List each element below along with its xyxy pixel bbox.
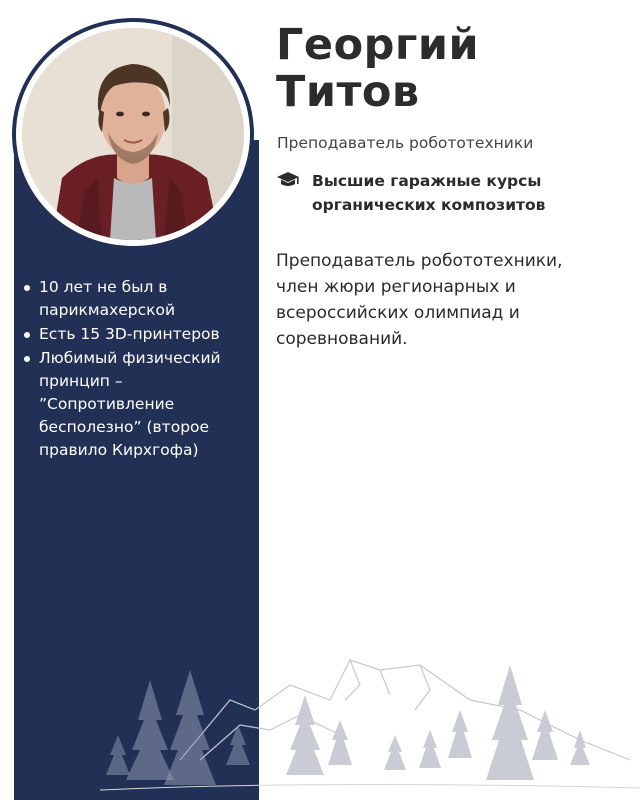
fact-item [22,323,248,346]
portrait-frame [12,18,254,250]
fact-text: Любимый физический принцип – ”Сопротивление бесполезно” (второе правило Кирхгофа) [39,349,221,459]
facts-list [22,276,248,463]
description-text: Преподаватель робототехники, член жюри регионарных и всероссийских олимпиад и соревнований. [276,251,563,349]
last-name: Титов [276,67,420,117]
fact-item [22,347,248,462]
first-name: Георгий [276,20,480,70]
portrait-photo [22,28,244,240]
course-title: Высшие гаражные курсы органических композитов [312,172,546,214]
person-role: Преподаватель робототехники [277,134,534,152]
graduation-cap-icon [276,170,300,190]
bullet-icon [24,285,30,291]
fact-text: 10 лет не был в парикмахерской [39,278,176,319]
bullet-icon [24,356,30,362]
bullet-icon [24,332,30,338]
person-name [276,22,479,116]
fact-item [22,276,248,322]
fact-text: Есть 15 3D-принтеров [39,325,220,343]
landscape-illustration [0,640,640,800]
